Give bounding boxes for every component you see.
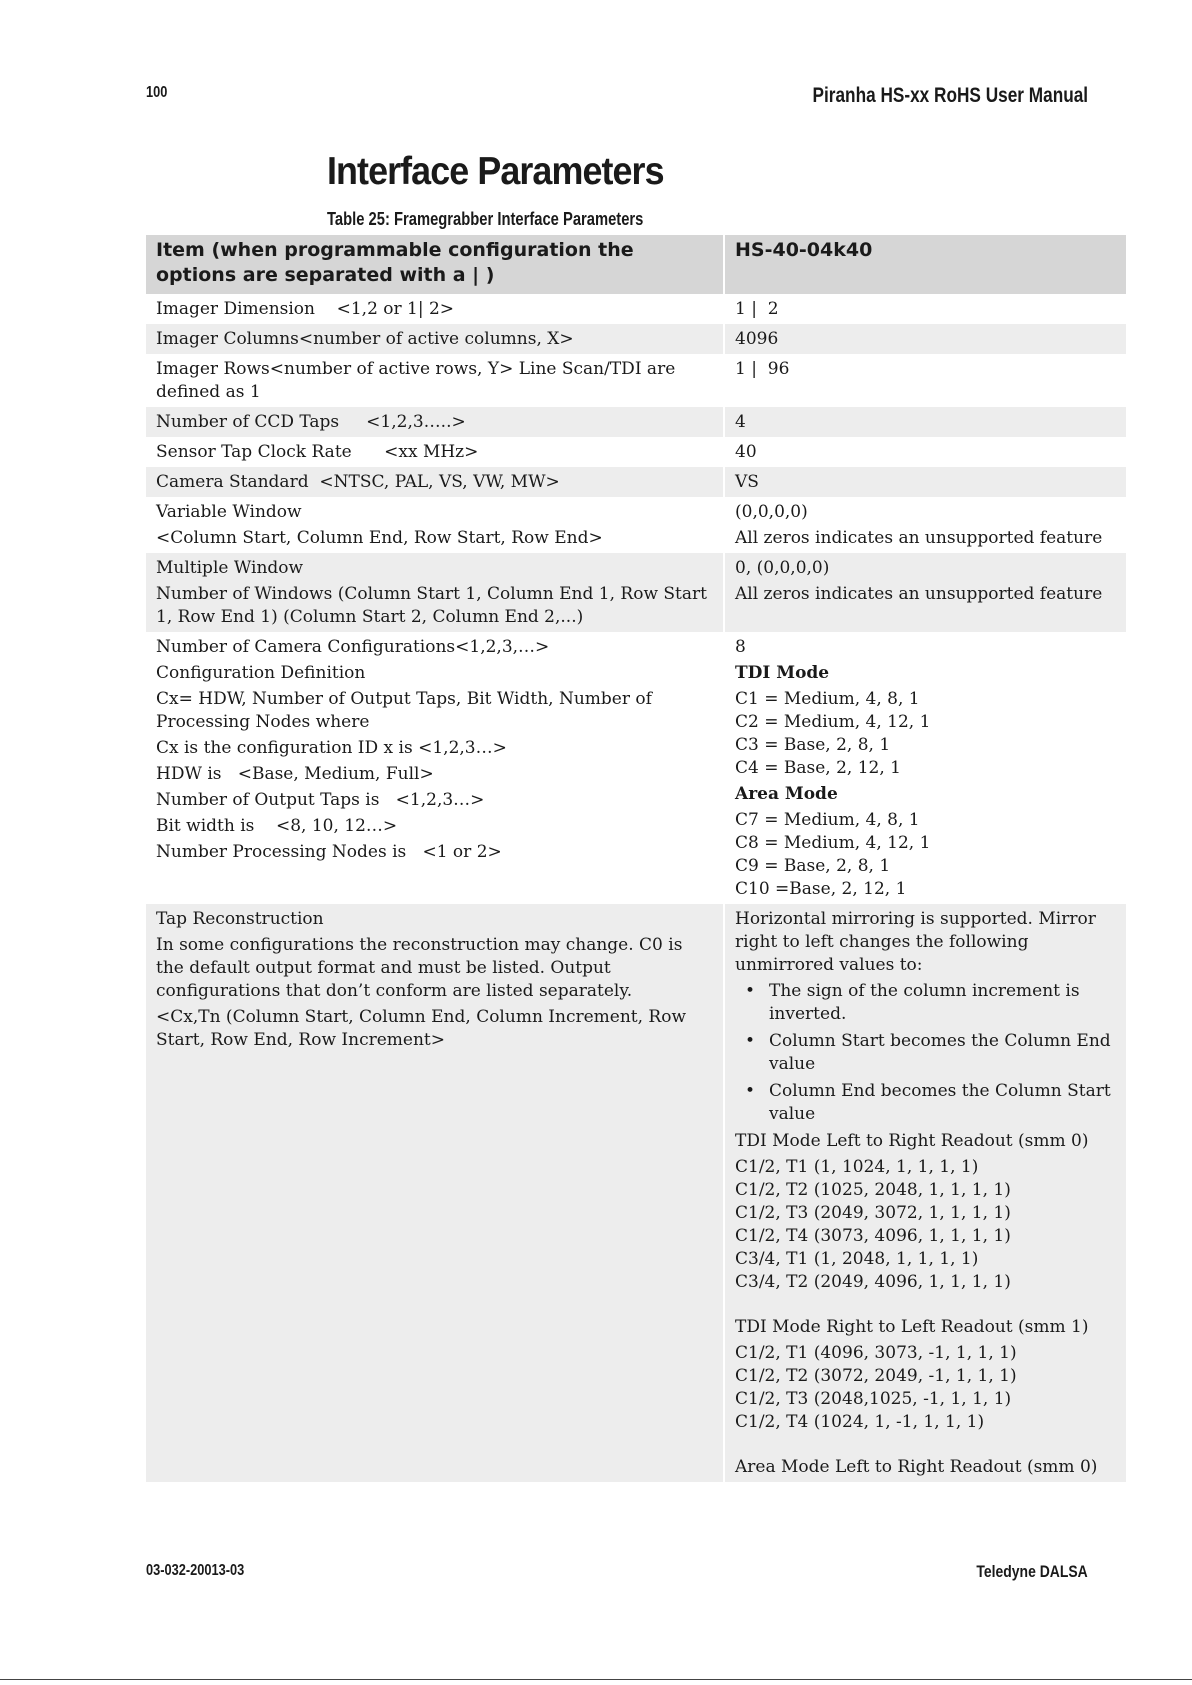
multiple-window-format: Number of Windows (Column Start 1, Column End 1, Row Start 1, Row End 1) (Column Start 2, Column End 2,...): [156, 584, 707, 627]
tap-line: C1/2, T4 (1024, 1, -1, 1, 1, 1): [735, 1412, 985, 1432]
row-item: Number of CCD Taps <1,2,3…..>: [156, 412, 466, 432]
config-line: C8 = Medium, 4, 12, 1: [735, 833, 931, 853]
config-line: C4 = Base, 2, 12, 1: [735, 758, 901, 778]
config-def-line: Cx is the configuration ID x is <1,2,3…>: [156, 738, 507, 758]
mirroring-bullets: [735, 980, 1118, 1126]
config-line: C7 = Medium, 4, 8, 1: [735, 810, 920, 830]
config-def-line: HDW is <Base, Medium, Full>: [156, 764, 434, 784]
table-row: [146, 407, 1126, 437]
row-item: [146, 497, 723, 553]
camera-configs-label: Number of Camera Configurations<1,2,3,…>: [156, 637, 550, 657]
tap-line: C1/2, T4 (3073, 4096, 1, 1, 1, 1): [735, 1226, 1011, 1246]
tdi-l2r-heading: TDI Mode Left to Right Readout (smm 0): [735, 1131, 1089, 1151]
area-mode-heading: Area Mode: [735, 784, 838, 804]
table-row: [146, 294, 1126, 324]
tdi-mode-heading: TDI Mode: [735, 663, 830, 683]
page-number: 100: [146, 84, 168, 101]
config-line: C2 = Medium, 4, 12, 1: [735, 712, 931, 732]
tdi-r2l-heading: TDI Mode Right to Left Readout (smm 1): [735, 1317, 1089, 1337]
config-def-title: Configuration Definition: [156, 663, 366, 683]
row-value: 1 | 96: [723, 354, 1126, 407]
tap-line: C3/4, T1 (1, 2048, 1, 1, 1, 1): [735, 1249, 979, 1269]
header-item-column: Item (when programmable configuration the options are separated with a | ): [156, 239, 634, 286]
tap-line: C3/4, T2 (2049, 4096, 1, 1, 1, 1): [735, 1272, 1011, 1292]
bullet-item: • Column Start becomes the Column End value: [735, 1030, 1118, 1076]
tap-line: C1/2, T2 (1025, 2048, 1, 1, 1, 1): [735, 1180, 1011, 1200]
config-def-line: Cx= HDW, Number of Output Taps, Bit Width, Number of Processing Nodes where: [156, 689, 652, 732]
multiple-window-value: 0, (0,0,0,0): [735, 558, 830, 578]
table-row: [146, 467, 1126, 497]
tap-reconstruction-title: Tap Reconstruction: [156, 909, 324, 929]
table-row: [146, 497, 1126, 553]
mirroring-intro: Horizontal mirroring is supported. Mirror right to left changes the following unmirrored values to:: [735, 909, 1096, 975]
manual-title: Piranha HS-xx RoHS User Manual: [812, 84, 1088, 107]
row-value: [723, 553, 1126, 632]
variable-window-label: Variable Window: [156, 502, 302, 522]
row-item: Camera Standard <NTSC, PAL, VS, VW, MW>: [156, 472, 560, 492]
config-def-line: Number Processing Nodes is <1 or 2>: [156, 842, 502, 862]
row-value: 40: [723, 437, 1126, 467]
section-title: Interface Parameters: [327, 150, 664, 193]
config-line: C10 =Base, 2, 12, 1: [735, 879, 907, 899]
config-line: C1 = Medium, 4, 8, 1: [735, 689, 920, 709]
multiple-window-note: All zeros indicates an unsupported feature: [735, 584, 1103, 604]
variable-window-note: All zeros indicates an unsupported feature: [735, 528, 1103, 548]
row-value: [723, 904, 1126, 1482]
config-line: C9 = Base, 2, 8, 1: [735, 856, 891, 876]
variable-window-format: <Column Start, Column End, Row Start, Row End>: [156, 528, 603, 548]
tap-reconstruction-format: <Cx,Tn (Column Start, Column End, Column Increment, Row Start, Row End, Row Increment>: [156, 1007, 687, 1050]
header-model-column: HS-40-04k40: [723, 235, 1126, 294]
tap-line: C1/2, T3 (2049, 3072, 1, 1, 1, 1): [735, 1203, 1011, 1223]
table-row: [146, 904, 1126, 1482]
row-item: Imager Rows<number of active rows, Y> Line Scan/TDI are defined as 1: [156, 359, 676, 402]
bullet-item: • The sign of the column increment is inverted.: [735, 980, 1118, 1026]
camera-configs-value: 8: [735, 637, 746, 657]
tap-line: C1/2, T2 (3072, 2049, -1, 1, 1, 1): [735, 1366, 1017, 1386]
config-def-line: Bit width is <8, 10, 12…>: [156, 816, 398, 836]
config-line: C3 = Base, 2, 8, 1: [735, 735, 891, 755]
row-value: 4: [723, 407, 1126, 437]
row-item: [146, 553, 723, 632]
table-row: [146, 553, 1126, 632]
doc-number: 03-032-20013-03: [146, 1562, 245, 1579]
parameters-table: [146, 235, 1126, 1482]
tap-reconstruction-desc: In some configurations the reconstruction may change. C0 is the default output format and must be listed. Output configurations that don’t conform are listed separately.: [156, 935, 683, 1001]
row-value: [723, 497, 1126, 553]
row-item: [146, 904, 723, 1482]
tap-line: C1/2, T1 (4096, 3073, -1, 1, 1, 1): [735, 1343, 1017, 1363]
row-item: Sensor Tap Clock Rate <xx MHz>: [156, 442, 479, 462]
multiple-window-label: Multiple Window: [156, 558, 304, 578]
table-header-row: [146, 235, 1126, 294]
row-value: [723, 632, 1126, 904]
row-value: 4096: [723, 324, 1126, 354]
tap-line: C1/2, T1 (1, 1024, 1, 1, 1, 1): [735, 1157, 979, 1177]
bullet-item: • Column End becomes the Column Start value: [735, 1080, 1118, 1126]
variable-window-value: (0,0,0,0): [735, 502, 808, 522]
table-row: [146, 437, 1126, 467]
table-row: [146, 354, 1126, 407]
table-caption: Table 25: Framegrabber Interface Parameters: [327, 209, 644, 229]
tap-line: C1/2, T3 (2048,1025, -1, 1, 1, 1): [735, 1389, 1012, 1409]
table-row: [146, 324, 1126, 354]
company-name: Teledyne DALSA: [976, 1562, 1088, 1581]
row-value: VS: [723, 467, 1126, 497]
row-item: [146, 632, 723, 904]
page-bottom-rule: [0, 1679, 1192, 1680]
table-row: [146, 632, 1126, 904]
row-item: Imager Dimension <1,2 or 1| 2>: [156, 299, 455, 319]
row-value: 1 | 2: [723, 294, 1126, 324]
row-item: Imager Columns<number of active columns, X>: [156, 329, 574, 349]
config-def-line: Number of Output Taps is <1,2,3…>: [156, 790, 485, 810]
area-l2r-heading: Area Mode Left to Right Readout (smm 0): [735, 1457, 1098, 1477]
